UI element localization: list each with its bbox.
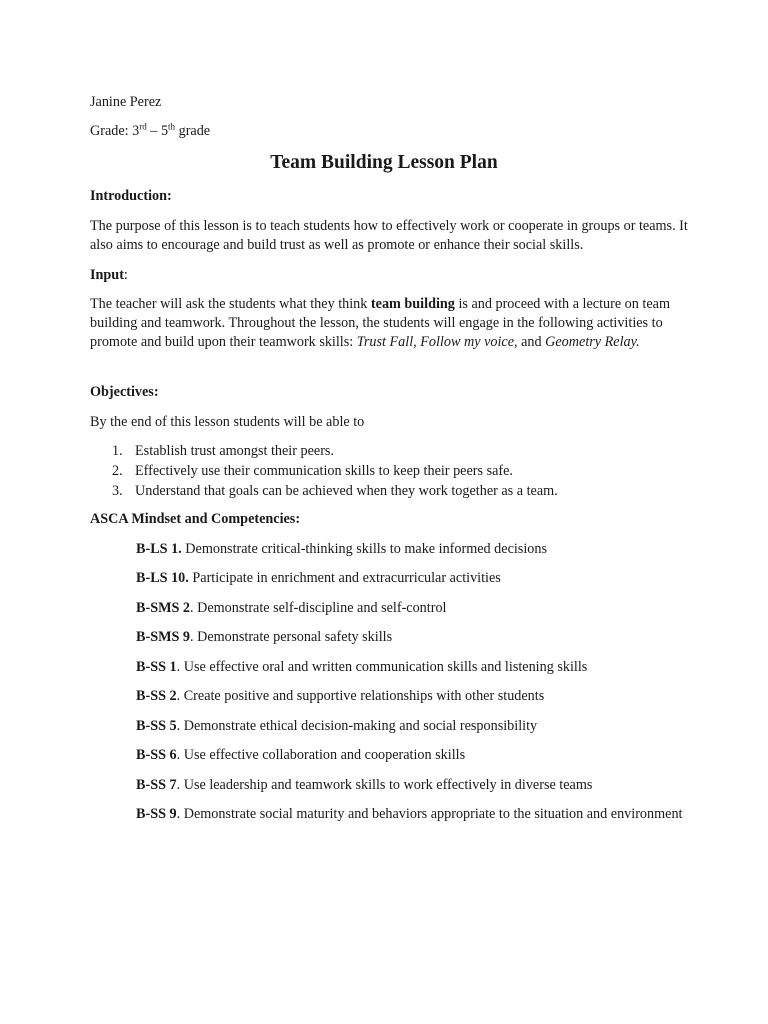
- list-number: 1.: [112, 443, 123, 459]
- competency-item: [136, 569, 501, 588]
- competency-item: [136, 628, 392, 647]
- competency-code: B-SMS 2: [136, 600, 190, 616]
- objectives-heading: Objectives:: [90, 384, 159, 400]
- competency-text: . Use effective oral and written communication skills and listening skills: [176, 659, 588, 675]
- competency-text: . Use effective collaboration and cooperation skills: [176, 747, 466, 763]
- objectives-list-item: [112, 481, 558, 501]
- list-number: 3.: [112, 483, 123, 499]
- competency-text: Demonstrate critical-thinking skills to make informed decisions: [181, 541, 547, 557]
- input-text-bold: team building: [370, 296, 455, 312]
- competency-item: [136, 658, 587, 677]
- competency-code: B-SS 5: [136, 718, 177, 734]
- competency-item: [136, 599, 446, 618]
- grade-line: [90, 122, 210, 141]
- competency-code: B-SS 7: [136, 777, 177, 793]
- competency-text: . Demonstrate personal safety skills: [190, 629, 393, 645]
- competency-item: [136, 805, 683, 824]
- competency-text: . Create positive and supportive relationships with other students: [176, 688, 545, 704]
- objectives-lead: By the end of this lesson students will be able to: [90, 414, 365, 430]
- competency-item: [136, 746, 465, 765]
- competency-text: Participate in enrichment and extracurricular activities: [188, 570, 501, 586]
- input-text-italic-2: Geometry Relay.: [545, 334, 640, 351]
- objectives-list: [112, 441, 558, 501]
- page-title: Team Building Lesson Plan: [270, 152, 498, 173]
- competency-text: . Demonstrate social maturity and behaviors appropriate to the situation and environment: [176, 806, 683, 822]
- list-text: Understand that goals can be achieved when they work together as a team.: [135, 483, 558, 499]
- grade-sup-th: th: [168, 121, 176, 132]
- competency-code: B-SS 6: [136, 747, 177, 763]
- competency-item: [136, 540, 547, 559]
- grade-mid: – 5: [146, 123, 169, 139]
- grade-prefix: Grade: 3: [90, 123, 140, 139]
- asca-heading: ASCA Mindset and Competencies:: [90, 511, 301, 527]
- input-text-1: The teacher will ask the students what they think: [90, 296, 371, 312]
- competency-text: . Demonstrate ethical decision-making and social responsibility: [176, 718, 538, 734]
- competency-code: B-LS 10.: [136, 570, 189, 586]
- objectives-list-item: [112, 441, 558, 461]
- list-text: Establish trust amongst their peers.: [135, 443, 334, 459]
- grade-suffix: grade: [175, 123, 211, 139]
- list-number: 2.: [112, 463, 123, 479]
- input-heading-colon: :: [123, 267, 128, 283]
- objectives-list-item: [112, 461, 558, 481]
- introduction-heading: Introduction:: [90, 188, 172, 204]
- competency-code: B-SMS 9: [136, 629, 190, 645]
- list-text: Effectively use their communication skills to keep their peers safe.: [135, 463, 513, 479]
- input-text: [90, 295, 690, 353]
- input-heading-line: [90, 266, 128, 285]
- competency-code: B-SS 1: [136, 659, 177, 675]
- input-heading: Input: [90, 267, 124, 283]
- competency-code: B-SS 2: [136, 688, 177, 704]
- competency-text: . Demonstrate self-discipline and self-control: [190, 600, 447, 616]
- competency-item: [136, 776, 592, 795]
- competency-code: B-SS 9: [136, 806, 177, 822]
- grade-sup-rd: rd: [139, 121, 147, 132]
- competency-code: B-LS 1.: [136, 541, 182, 557]
- competency-item: [136, 717, 537, 736]
- introduction-text: The purpose of this lesson is to teach students how to effectively work or cooperate in groups or teams. It also aims to encourage and build trust as well as promote or enhance their social skills.: [90, 218, 688, 254]
- input-text-3: and: [517, 334, 546, 351]
- competency-text: . Use leadership and teamwork skills to work effectively in diverse teams: [176, 777, 593, 793]
- input-text-italic: Trust Fall, Follow my voice,: [356, 334, 518, 351]
- input-text-2: is and proceed with a lecture on team building and teamwork. Throughout the lesson, the students will engage in the following activities to promote and build upon their teamwork skills:: [90, 296, 670, 351]
- author-name: Janine Perez: [90, 94, 162, 110]
- competency-item: [136, 687, 544, 706]
